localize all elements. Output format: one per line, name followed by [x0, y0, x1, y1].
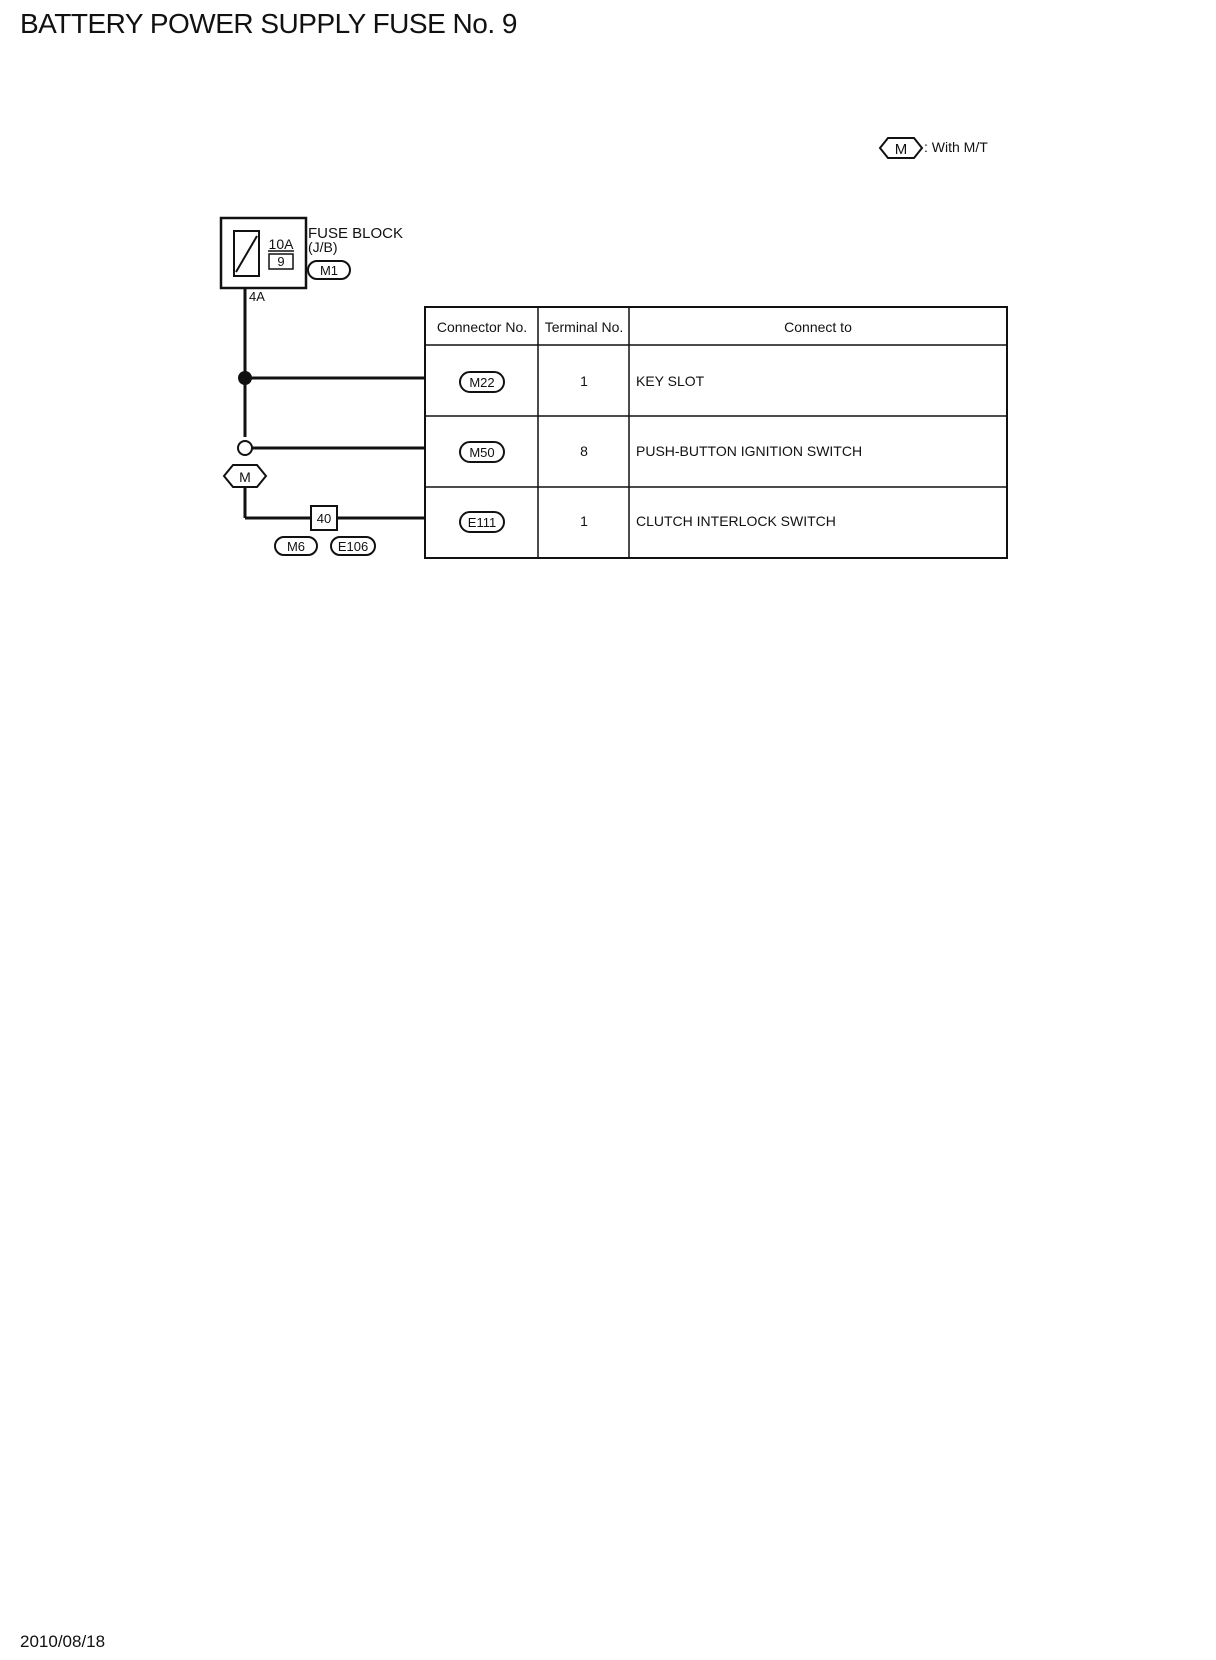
row-3-connector: E111	[467, 515, 497, 530]
fuse-block-label: FUSE BLOCK	[308, 225, 404, 242]
table-header-connector: Connector No.	[436, 319, 528, 335]
row-2-connector: M50	[469, 445, 495, 460]
table-header-connect-to: Connect to	[784, 319, 852, 335]
condition-letter: M	[239, 469, 251, 485]
row-3-connect-to: CLUTCH INTERLOCK SWITCH	[636, 513, 836, 529]
fuse-block	[221, 218, 403, 304]
fuse-icon-element	[236, 236, 257, 272]
joint-connector-label-1: M6	[286, 539, 306, 554]
fuse-terminal-label: 4A	[249, 289, 265, 304]
splice-point	[238, 371, 252, 385]
open-junction	[238, 441, 252, 455]
joint-connector-label-2: E106	[337, 539, 369, 554]
connector-table	[425, 307, 1007, 558]
table-header-terminal: Terminal No.	[544, 319, 624, 335]
page-title: BATTERY POWER SUPPLY FUSE No. 9	[20, 8, 517, 39]
row-1-connector: M22	[469, 375, 495, 390]
row-1-terminal: 1	[580, 373, 588, 389]
condition-symbol	[224, 465, 266, 487]
fuse-number: 9	[277, 254, 285, 269]
wiring	[245, 288, 425, 518]
joint-connector	[275, 506, 375, 555]
joint-connector-number: 40	[316, 511, 332, 526]
fuse-rating: 10A	[268, 236, 294, 252]
footer-date: 2010/08/18	[20, 1632, 106, 1651]
legend	[880, 138, 988, 158]
legend-text: : With M/T	[924, 139, 988, 155]
row-2-terminal: 8	[580, 443, 588, 459]
legend-symbol-letter: M	[894, 141, 908, 158]
row-3-terminal: 1	[580, 513, 588, 529]
row-2-connect-to: PUSH-BUTTON IGNITION SWITCH	[636, 443, 863, 459]
fuse-connector-label: M1	[319, 263, 339, 278]
row-1-connect-to: KEY SLOT	[636, 373, 705, 389]
fuse-block-sublabel: (J/B)	[308, 239, 338, 255]
